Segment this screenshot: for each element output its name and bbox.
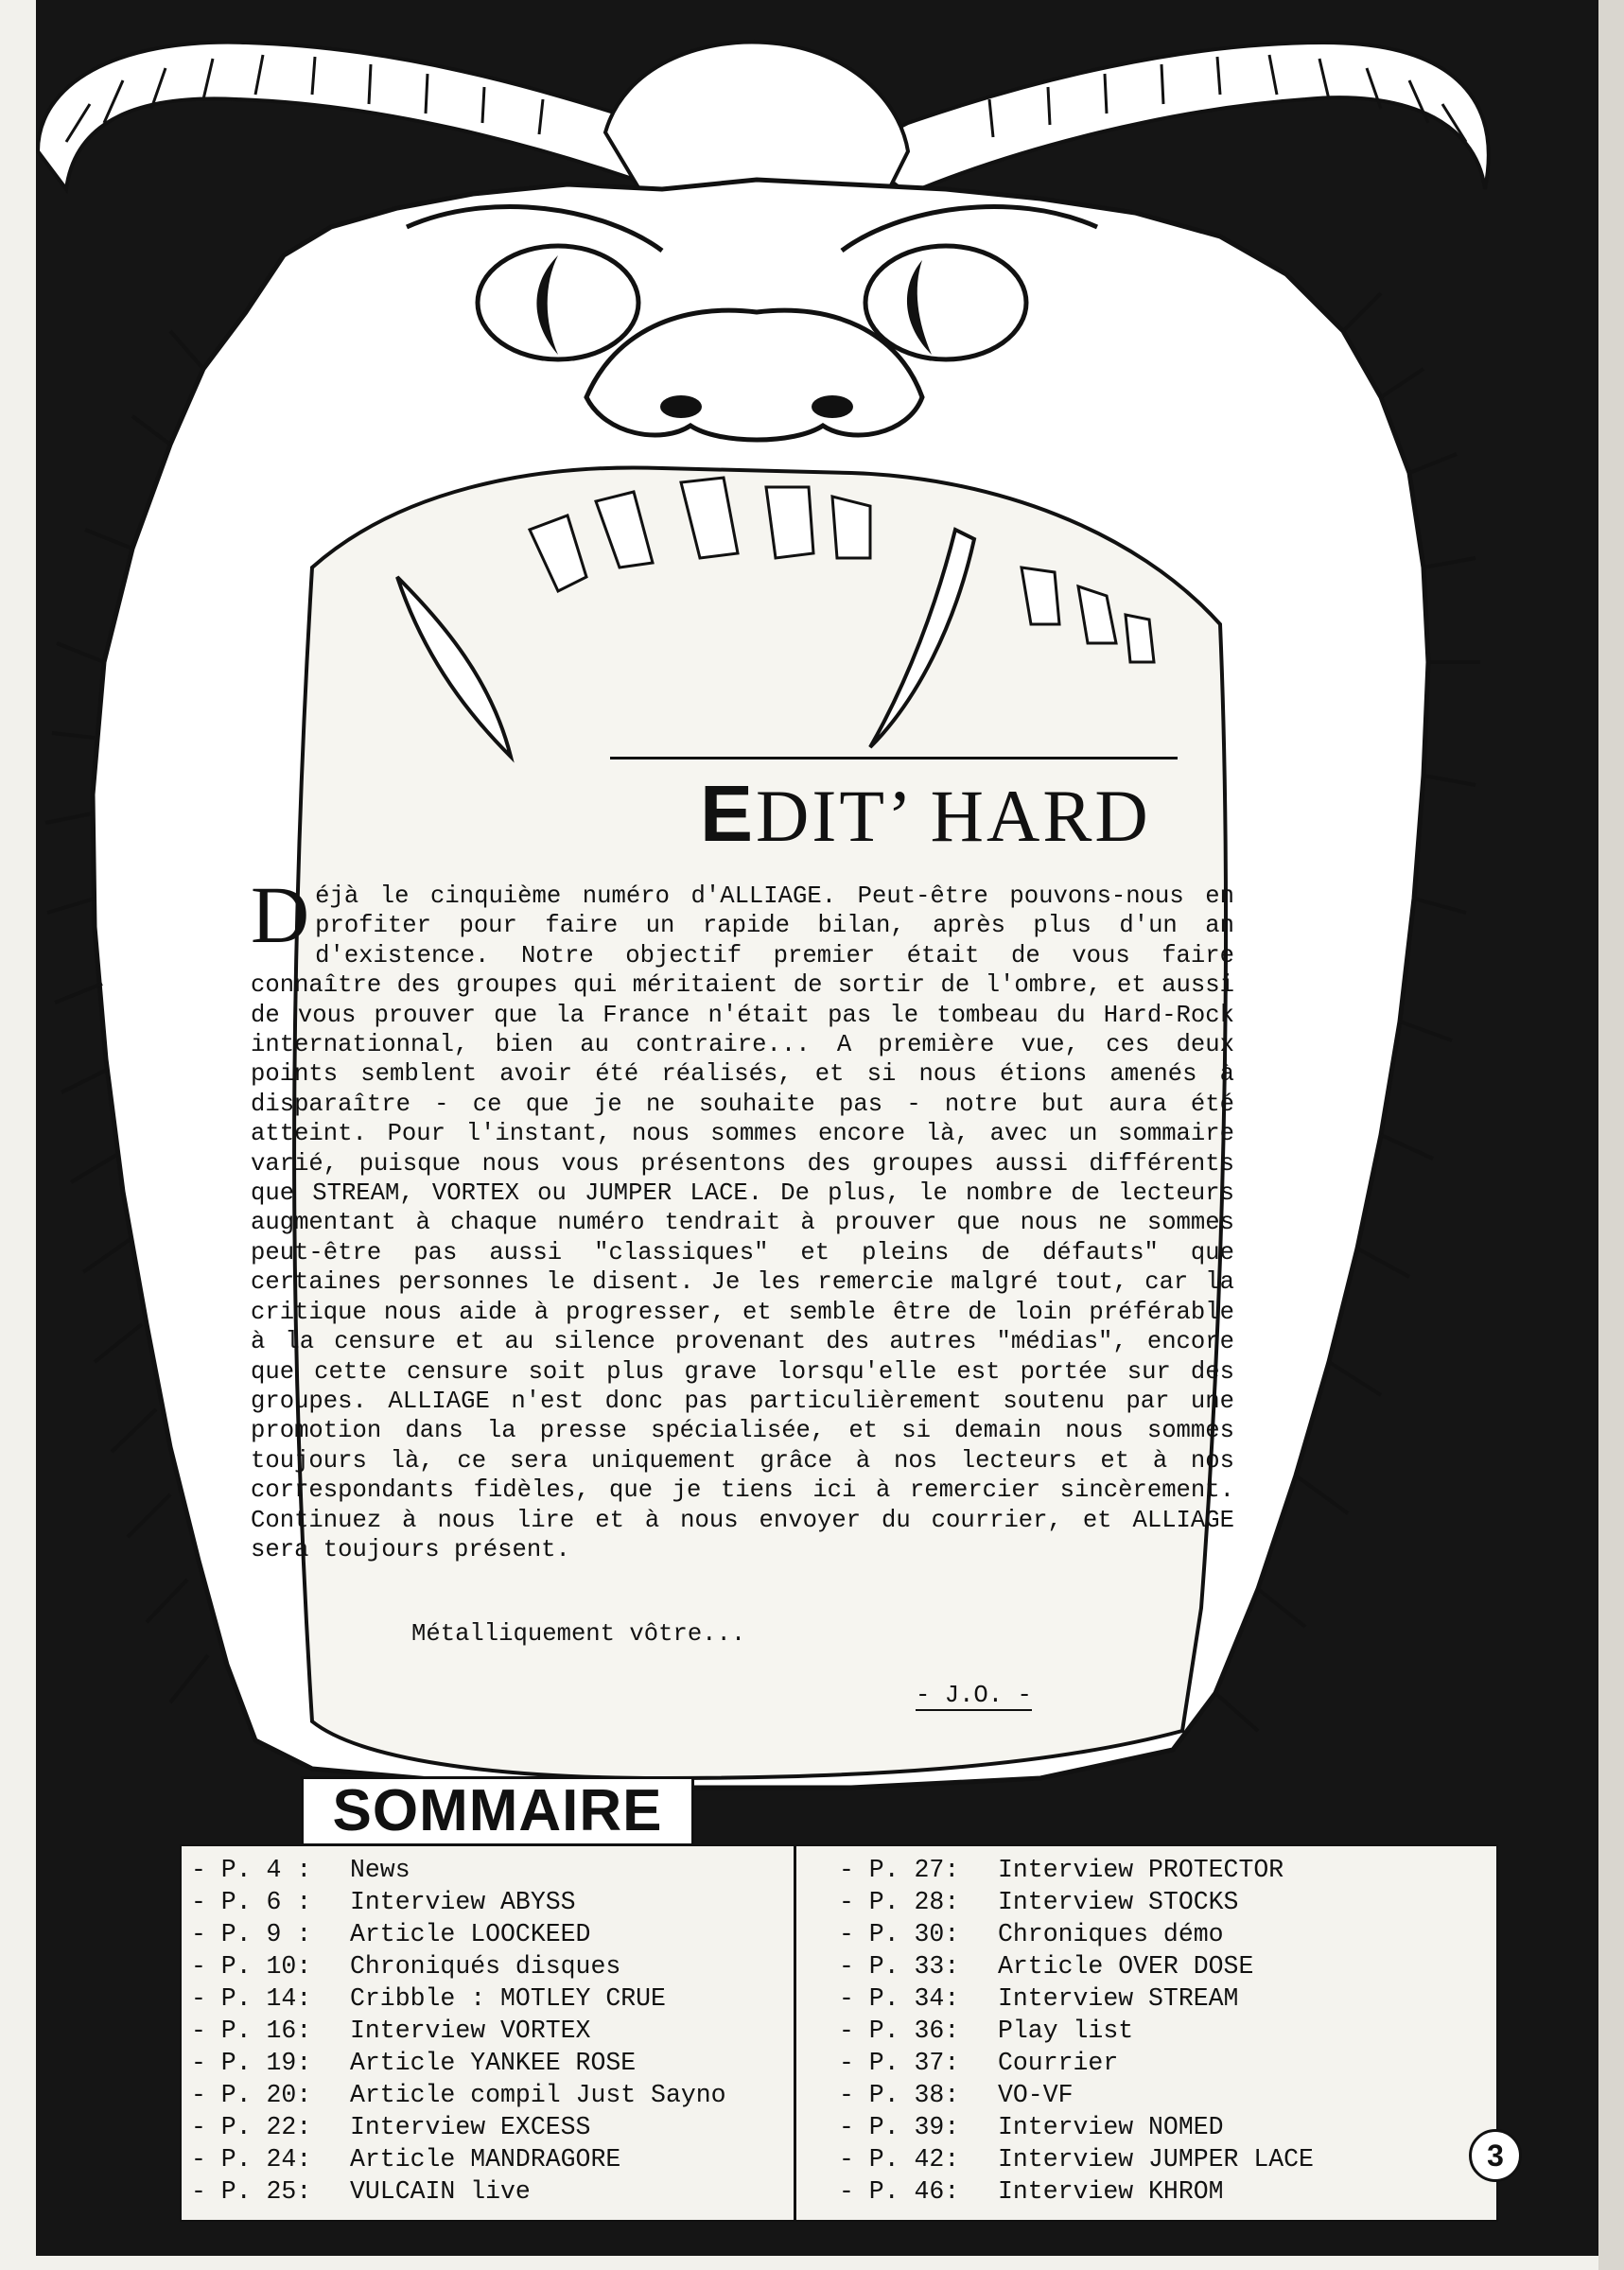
toc-title: Play list <box>998 2017 1134 2045</box>
signoff: Métalliquement vôtre... <box>411 1620 746 1648</box>
toc-page: - P. 42: <box>839 2145 960 2174</box>
editorial-title <box>700 768 1192 860</box>
toc-entry[interactable] <box>839 1854 1492 1886</box>
toc-divider <box>794 1846 796 2220</box>
toc-page: - P. 46: <box>839 2177 960 2206</box>
toc-title: Chroniqués disques <box>350 1952 621 1981</box>
toc-entry[interactable] <box>191 1982 792 2015</box>
toc-entry[interactable] <box>191 2047 792 2079</box>
toc-entry[interactable] <box>839 1886 1492 1918</box>
editorial-text <box>251 869 1234 1564</box>
toc-title: VULCAIN live <box>350 2177 531 2206</box>
toc-title: Interview ABYSS <box>350 1888 576 1916</box>
toc-page: - P. 4 : <box>191 1856 312 1884</box>
toc-entry[interactable] <box>839 2143 1492 2175</box>
toc-page: - P. 9 : <box>191 1920 312 1948</box>
toc-entry[interactable] <box>191 2143 792 2175</box>
toc-entry[interactable] <box>839 2111 1492 2143</box>
toc-page: - P. 27: <box>839 1856 960 1884</box>
toc-title: Interview STOCKS <box>998 1888 1239 1916</box>
table-of-contents <box>180 1844 1498 2222</box>
toc-page: - P. 37: <box>839 2049 960 2077</box>
toc-page: - P. 14: <box>191 1984 312 2013</box>
toc-page: - P. 33: <box>839 1952 960 1981</box>
right-horn <box>851 43 1489 194</box>
editorial-body: éjà le cinquième numéro d'ALLIAGE. Peut-être pouvons-nous en profiter pour faire un rapide bilan, après plus d'un an d'existence. Notre objectif premier était de vous faire connaître des groupes qui méritaient de sortir de l'ombre, et aussi de vous prouver que la France n'était pas le tombeau du Hard-Rock internationnal, bien au contraire... A première vue, ces deux points semblent avoir été réalisés, et si nous étions amenés à disparaître - ce que je ne souhaite pas - notre but aura été atteint. Pour l'instant, nous sommes encore là, avec un sommaire varié, puisque nous vous présentons des groupes aussi différents que STREAM, VORTEX ou JUMPER LACE. De plus, le nombre de lecteurs augmentant à chaque numéro tendrait à prouver que nous ne sommes peut-être pas aussi "classiques" et pleins de défauts" que certaines personnes le disent. Je les remercie malgré tout, car la critique nous aide à progresser, et semble être de loin préférable à la censure et au silence provenant des autres "médias", encore que cette censure soit plus grave lorsqu'elle est portée sur des groupes. ALLIAGE n'est donc pas particulièrement soutenu par une promotion dans la presse spécialisée, et si demain nous sommes toujours là, ce sera uniquement grâce à nos lecteurs et à nos correspondants fidèles, que je tiens ici à remercier sincèrement. Continuez à nous lire et à nous envoyer du courrier, et ALLIAGE sera toujours présent. <box>251 882 1234 1563</box>
right-eye <box>865 246 1026 359</box>
toc-title: Interview KHROM <box>998 2177 1224 2206</box>
toc-page: - P. 34: <box>839 1984 960 2013</box>
toc-page: - P. 24: <box>191 2145 312 2174</box>
toc-page: - P. 10: <box>191 1952 312 1981</box>
toc-page: - P. 28: <box>839 1888 960 1916</box>
title-rest: DIT’ HARD <box>756 775 1151 857</box>
toc-entry[interactable] <box>839 2015 1492 2047</box>
toc-entry[interactable] <box>191 2015 792 2047</box>
toc-title: VO-VF <box>998 2081 1074 2109</box>
toc-title: Interview STREAM <box>998 1984 1239 2013</box>
toc-left-column <box>191 1854 792 2208</box>
toc-entry[interactable] <box>839 1950 1492 1982</box>
signature: - J.O. - <box>916 1682 1032 1709</box>
title-rule <box>610 757 1178 760</box>
title-initial: E <box>700 769 757 858</box>
toc-entry[interactable] <box>839 2079 1492 2111</box>
toc-title: Interview PROTECTOR <box>998 1856 1284 1884</box>
toc-title: Chroniques démo <box>998 1920 1224 1948</box>
toc-page: - P. 38: <box>839 2081 960 2109</box>
toc-page: - P. 30: <box>839 1920 960 1948</box>
toc-entry[interactable] <box>191 1886 792 1918</box>
toc-title: Article MANDRAGORE <box>350 2145 621 2174</box>
toc-page: - P. 25: <box>191 2177 312 2206</box>
toc-page: - P. 20: <box>191 2081 312 2109</box>
toc-title: Article YANKEE ROSE <box>350 2049 637 2077</box>
toc-title: Interview JUMPER LACE <box>998 2145 1314 2174</box>
toc-entry[interactable] <box>191 1918 792 1950</box>
toc-entry[interactable] <box>191 2079 792 2111</box>
toc-right-column <box>839 1854 1492 2208</box>
toc-page: - P. 36: <box>839 2017 960 2045</box>
page-number-badge: 3 <box>1469 2129 1522 2182</box>
toc-page: - P. 39: <box>839 2113 960 2141</box>
toc-entry[interactable] <box>839 2047 1492 2079</box>
toc-title: Interview NOMED <box>998 2113 1224 2141</box>
sommaire-heading: SOMMAIRE <box>301 1776 694 1846</box>
toc-page: - P. 19: <box>191 2049 312 2077</box>
toc-entry[interactable] <box>839 1982 1492 2015</box>
toc-page: - P. 22: <box>191 2113 312 2141</box>
toc-title: News <box>350 1856 410 1884</box>
toc-title: Article LOOCKEED <box>350 1920 591 1948</box>
toc-page: - P. 16: <box>191 2017 312 2045</box>
toc-title: Cribble : MOTLEY CRUE <box>350 1984 666 2013</box>
toc-title: Interview VORTEX <box>350 2017 591 2045</box>
toc-entry[interactable] <box>191 1854 792 1886</box>
left-eye <box>478 246 638 359</box>
toc-entry[interactable] <box>191 2175 792 2208</box>
toc-title: Article OVER DOSE <box>998 1952 1254 1981</box>
drop-cap: D <box>251 869 310 960</box>
toc-title: Interview EXCESS <box>350 2113 591 2141</box>
toc-title: Article compil Just Sayno <box>350 2081 726 2109</box>
toc-entry[interactable] <box>191 1950 792 1982</box>
toc-entry[interactable] <box>839 2175 1492 2208</box>
toc-page: - P. 6 : <box>191 1888 312 1916</box>
toc-title: Courrier <box>998 2049 1119 2077</box>
toc-entry[interactable] <box>839 1918 1492 1950</box>
toc-entry[interactable] <box>191 2111 792 2143</box>
